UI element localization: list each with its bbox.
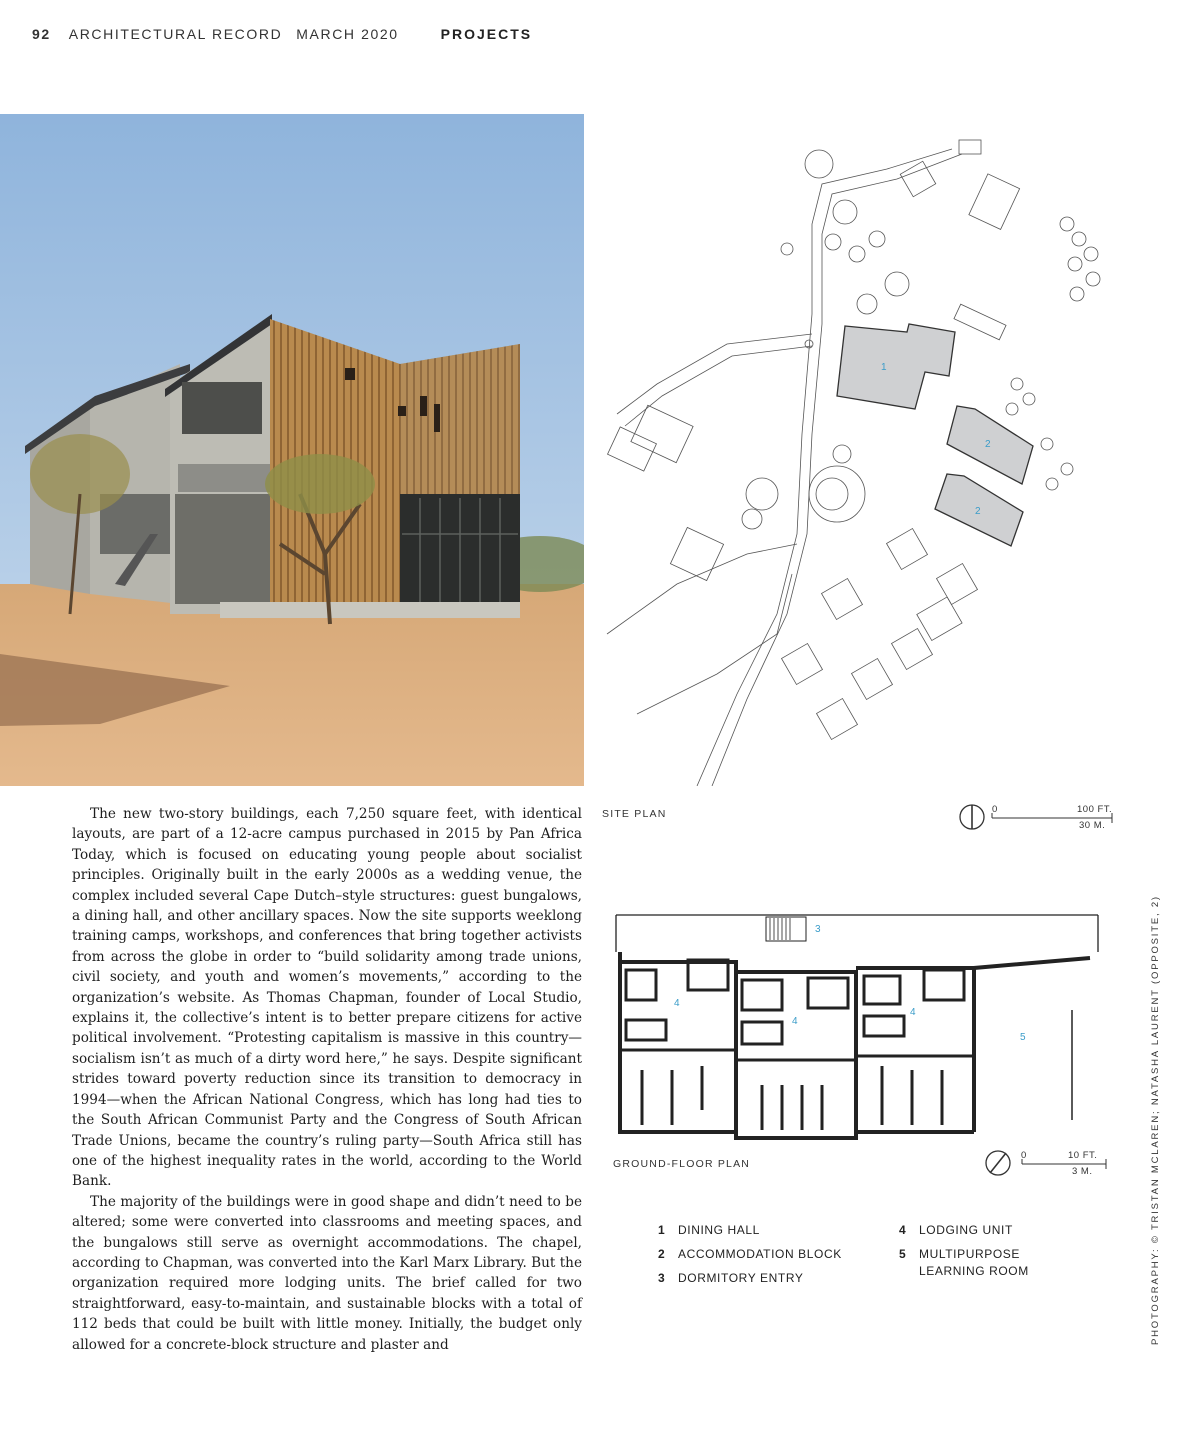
ground-floor-plan-drawing (612, 910, 1102, 1140)
legend-label: MULTIPURPOSE LEARNING ROOM (919, 1247, 1029, 1278)
issue-date: MARCH 2020 (296, 26, 399, 42)
floor-scale-zero: 0 (1021, 1150, 1027, 1161)
scale-bar (1020, 1159, 1120, 1179)
legend-label: DORMITORY ENTRY (678, 1271, 804, 1285)
legend-column-left (658, 1222, 878, 1294)
floor-plan-label: GROUND-FLOOR PLAN (613, 1158, 751, 1170)
north-arrow-icon (958, 803, 988, 833)
floor-plan-number-4b: 4 (792, 1016, 798, 1027)
site-plan-drawing (597, 114, 1110, 786)
floor-plan-scale (984, 1149, 1114, 1179)
photo-credit: PHOTOGRAPHY: © TRISTAN MCLAREN; NATASHA LAURENT (OPPOSITE, 2) (1150, 895, 1161, 1345)
site-plan-label: SITE PLAN (602, 808, 667, 820)
running-header (32, 26, 546, 42)
site-scale-feet: 100 FT. (1077, 804, 1113, 815)
legend-number: 1 (658, 1223, 666, 1237)
floor-plan-number-3: 3 (815, 924, 821, 935)
legend-number: 2 (658, 1247, 666, 1261)
legend-label: DINING HALL (678, 1223, 760, 1237)
site-scale-zero: 0 (992, 804, 998, 815)
north-arrow-icon (984, 1149, 1014, 1179)
site-plan-number-2b: 2 (975, 506, 981, 517)
legend-number: 3 (658, 1271, 666, 1285)
article-paragraph-2: The majority of the buildings were in good shape and didn’t need to be altered; some were converted into classrooms and meeting spaces, and the bungalows still serve as overnight accommodations. The chapel, according to Chapman, was converted into the Karl Marx Library. But the organization required more lodging units. The brief called for two straightforward, easy-to-maintain, and sustainable blocks with a total of 112 beds that could be built with little money. Initially, the budget only allowed for a concrete-block structure and plaster and (72, 1193, 582, 1353)
legend-number: 5 (899, 1247, 907, 1261)
floor-plan-number-4c: 4 (910, 1007, 916, 1018)
site-scale-meters: 30 M. (1079, 820, 1106, 831)
site-plan-number-1: 1 (881, 362, 887, 373)
building-photo-illustration (0, 114, 584, 786)
site-plan-svg (597, 114, 1110, 786)
floor-plan-number-5: 5 (1020, 1032, 1026, 1043)
legend-item (658, 1246, 878, 1263)
legend-item (899, 1222, 1119, 1239)
legend-label: LODGING UNIT (919, 1223, 1013, 1237)
floor-scale-meters: 3 M. (1072, 1166, 1093, 1177)
article-body (72, 804, 582, 1355)
legend-item (658, 1222, 878, 1239)
floor-plan-number-4a: 4 (674, 998, 680, 1009)
floor-plan-svg (612, 910, 1102, 1140)
legend-item (658, 1270, 878, 1287)
legend-label: ACCOMMODATION BLOCK (678, 1247, 842, 1261)
floor-scale-feet: 10 FT. (1068, 1150, 1098, 1161)
building-photo (0, 114, 584, 786)
legend-column-right (899, 1222, 1119, 1287)
legend-item (899, 1246, 1119, 1280)
site-plan-number-2a: 2 (985, 439, 991, 450)
site-plan-scale (958, 803, 1118, 833)
page-number: 92 (32, 26, 51, 42)
section-name: PROJECTS (440, 26, 533, 42)
legend-number: 4 (899, 1223, 907, 1237)
article-paragraph-1: The new two-story buildings, each 7,250 square feet, with identical layouts, are part of a 12-acre campus purchased in 2015 by Pan Africa Today, which is focused on educating young people about socialist principles. Originally built in the early 2000s as a wedding venue, the complex included several Cape Dutch–style structures: guest bungalows, a dining hall, and other ancillary spaces. Now the site supports weeklong training camps, workshops, and conferences that bring together activists from across the globe in order to “build solidarity among trade unions, civil society, and youth and women’s movements,” according to the organization’s website. As Thomas Chapman, founder of Local Studio, explains it, the collective’s intent is to better prepare citizens for active political involvement. “Protesting capitalism is massive in this country—socialism isn’t as much of a dirty word here,” he says. Despite significant strides toward poverty reduction since its transition to democracy in 1994—when the African National Congress, which has long had ties to the South African Communist Party and the Congress of South African Trade Unions, became the country’s ruling party—South Africa still has one of the highest inequality rates in the world, according to the World Bank. (72, 806, 582, 1190)
publication-name: ARCHITECTURAL RECORD (68, 26, 283, 42)
